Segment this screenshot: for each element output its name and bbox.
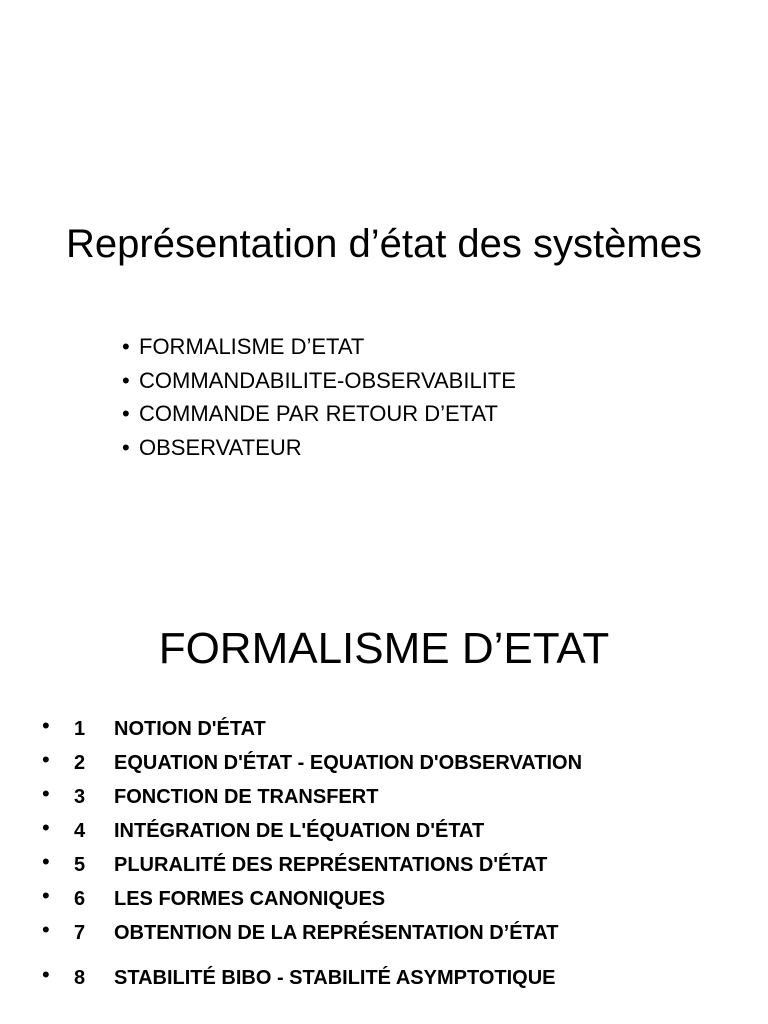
list-item-label: EQUATION D'ÉTAT - EQUATION D'OBSERVATION bbox=[114, 752, 583, 774]
list-item-label: NOTION D'ÉTAT bbox=[114, 718, 266, 740]
bullet-icon: • bbox=[42, 917, 50, 942]
item-number: 2 bbox=[74, 752, 86, 774]
bullet-icon: • bbox=[122, 334, 130, 359]
list-item-label: COMMANDE PAR RETOUR D’ETAT bbox=[139, 401, 498, 426]
item-number: 4 bbox=[74, 820, 86, 842]
bullet-icon: • bbox=[42, 962, 50, 987]
bullet-icon: • bbox=[122, 434, 130, 460]
bullet-icon: • bbox=[42, 781, 50, 806]
bullet-icon: • bbox=[122, 401, 130, 426]
list-item-label: FONCTION DE TRANSFERT bbox=[114, 786, 379, 808]
list-item-label: LES FORMES CANONIQUES bbox=[114, 888, 386, 910]
list-item-label: STABILITÉ BIBO - STABILITÉ ASYMPTOTIQUE bbox=[114, 967, 556, 989]
list-item-label: FORMALISME D’ETAT bbox=[139, 334, 365, 359]
list-item-label: INTÉGRATION DE L'ÉQUATION D'ÉTAT bbox=[114, 820, 485, 842]
list-item-label: OBTENTION DE LA REPRÉSENTATION D’ÉTAT bbox=[114, 922, 559, 944]
section-title: FORMALISME D’ETAT bbox=[158, 624, 610, 673]
bullet-icon: • bbox=[42, 713, 50, 738]
bullet-icon: • bbox=[42, 747, 50, 772]
item-number: 5 bbox=[74, 854, 86, 876]
topics-list bbox=[122, 330, 516, 464]
item-number: 7 bbox=[74, 922, 86, 944]
list-item bbox=[122, 330, 516, 364]
item-number: 3 bbox=[74, 786, 86, 808]
list-item bbox=[122, 397, 516, 431]
bullet-icon: • bbox=[42, 815, 50, 840]
item-number: 1 bbox=[74, 718, 86, 740]
bullet-icon: • bbox=[42, 849, 50, 874]
bullet-icon: • bbox=[42, 883, 50, 908]
item-number: 6 bbox=[74, 888, 86, 910]
page-title: Représentation d’état des systèmes bbox=[66, 222, 702, 266]
list-item bbox=[122, 431, 516, 465]
list-item-label: COMMANDABILITE-OBSERVABILITE bbox=[139, 367, 516, 393]
item-number: 8 bbox=[74, 967, 86, 989]
list-item-label: OBSERVATEUR bbox=[139, 434, 302, 460]
list-item-label: PLURALITÉ DES REPRÉSENTATIONS D'ÉTAT bbox=[114, 854, 548, 876]
list-item bbox=[122, 364, 516, 398]
bullet-icon: • bbox=[122, 367, 130, 393]
